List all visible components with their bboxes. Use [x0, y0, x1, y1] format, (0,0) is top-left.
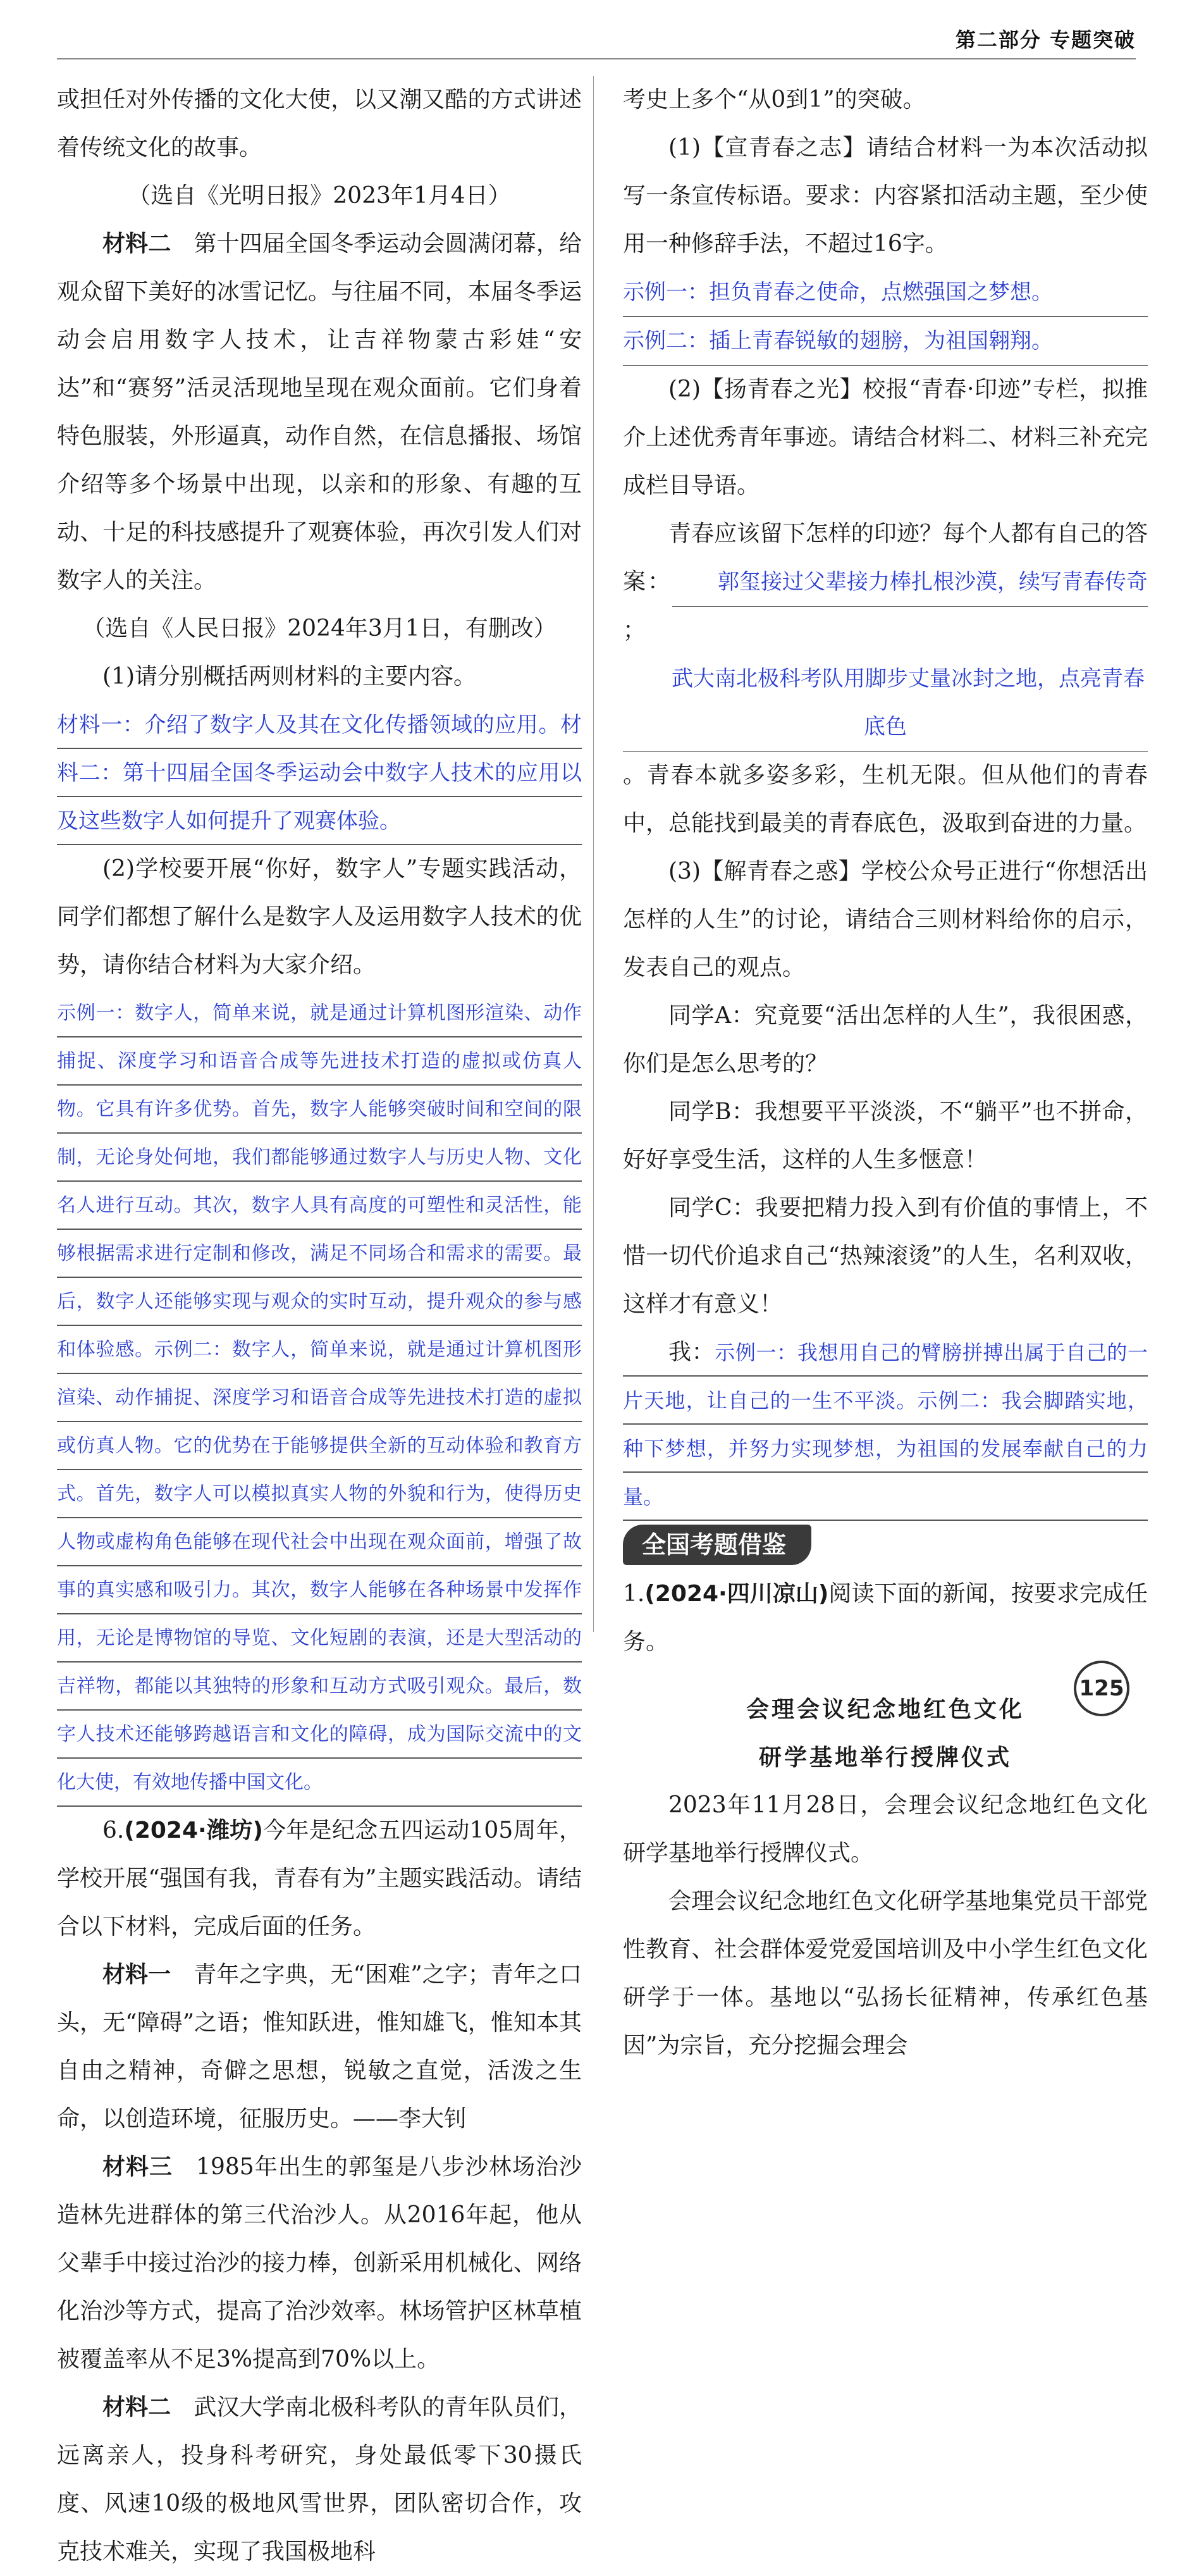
news-title-line-1: 会理会议纪念地红色文化 — [746, 1696, 1024, 1723]
material-text: 1985年出生的郭玺是八步沙林场治沙造林先进群体的第三代治沙人。从2016年起，他从父辈手中接过治沙的接力棒，创新采用机械化、网络化治沙等方式，提高了治沙效率。林场管护区林草植被覆盖率从不足3%提高到70%以上。 — [57, 2154, 582, 2372]
source-citation: （选自《人民日报》2024年3月1日，有删改） — [82, 616, 556, 641]
material-text: 第十四届全国冬季运动会圆满闭幕，给观众留下美好的冰雪记忆。与往届不同，本届冬季运动会启用数字人技术，让吉祥物蒙古彩娃“安达”和“赛努”活灵活现地呈现在观众面前。它们身着特色服装，外形逼真，动作自然，在信息播报、场馆介绍等多个场景中出现，以亲和的形象、有趣的互动、十足的科技感提升了观赛体验，再次引发人们对数字人的关注。 — [57, 231, 582, 593]
student-b: 同学B：我想要平平淡淡，不“躺平”也不拼命，好好享受生活，这样的人生多惬意！ — [623, 1099, 1148, 1173]
material-text: 青年之字典，无“困难”之字；青年之口头，无“障碍”之语；惟知跃进，惟知雄飞，惟知本其自由之精神，奇僻之思想，锐敏之直觉，活泼之生命，以创造环境，征服历史。——李大钊 — [57, 1962, 582, 2132]
question-1: (1)请分别概括两则材料的主要内容。 — [102, 664, 476, 690]
handwritten-answer: 示例一：数字人，简单来说，就是通过计算机图形渲染、动作捕捉、深度学习和语音合成等先进技术打造的虚拟或仿真人物。它具有许多优势。首先，数字人能够突破时间和空间的限制，无论身处何地，我们都能够通过数字人与历史人物、文化名人进行互动。其次，数字人具有高度的可塑性和灵活性，能够根据需求进行定制和修改，满足不同场合和需求的需要。最后，数字人还能够实现与观众的实时互动，提升观众的参与感和体验感。示例二：数字人，简单来说，就是通过计算机图形渲染、动作捕捉、深度学习和语音合成等先进技术打造的虚拟或仿真人物。它的优势在于能够提供全新的互动体验和教育方式。首先，数字人可以模拟真实人物的外貌和行为，使得历史人物或虚构角色能够在现代社会中出现在观众面前，增强了故事的真实感和吸引力。其次，数字人能够在各种场景中发挥作用，无论是博物馆的导览、文化短剧的表演，还是大型活动的吉祥物，都能以其独特的形象和互动方式吸引观众。最后，数字人技术还能够跨越语言和文化的障碍，成为国际交流中的文化大使，有效地传播中国文化。 — [57, 989, 582, 1807]
right-column — [623, 76, 1148, 2070]
material-text: 武汉大学南北极科考队的青年队员们，远离亲人，投身科考研究，身处最低零下30摄氏度、风速10级的极地风雪世界，团队密切合作，攻克技术难关，实现了我国极地科 — [57, 2394, 582, 2565]
material-label: 材料二 — [102, 231, 171, 257]
my-answer — [623, 1328, 1148, 1521]
question-source-tag: (2024·潍坊) — [124, 1817, 263, 1843]
me-label: 我： — [668, 1339, 715, 1365]
intro-text: 青春应该留下怎样的印迹？每个人都有自己的答案： — [623, 521, 1148, 595]
question-6 — [57, 1807, 582, 1951]
left-column — [57, 76, 582, 2576]
paragraph: 考史上多个“从0到1”的突破。 — [623, 87, 926, 113]
fill-blank-2: 武大南北极科考队用脚步丈量冰封之地，点亮青春底色 — [623, 655, 1148, 752]
page-number: 125 — [1074, 1661, 1129, 1716]
handwritten-answer: 示例一：担负青春之使命，点燃强国之梦想。 — [623, 268, 1148, 317]
material-one — [57, 1951, 582, 2143]
page-header — [57, 23, 1136, 59]
material-two-b — [57, 2384, 582, 2576]
handwritten-answer: 示例一：我想用自己的臂膀拼搏出属于自己的一片天地，让自己的一生不平淡。示例二：我会脚踏实地，种下梦想，并努力实现梦想，为祖国的发展奉献自己的力量。 — [623, 1341, 1148, 1509]
material-two — [57, 220, 582, 605]
material-label: 材料三 — [102, 2154, 173, 2180]
news-title-line-2: 研学基地举行授牌仪式 — [758, 1744, 1012, 1771]
question-1 — [623, 1570, 1148, 1666]
fill-in-paragraph: 青春应该留下怎样的印迹？每个人都有自己的答案： 郭玺接过父辈接力棒扎根沙漠，续写青春传奇；武大南北极科考队用脚步丈量冰封之地，点亮青春底色。青春本就多姿多彩，生机无限。但从他们的青春中，总能找到最美的青春底色，汲取到奋进的力量。 — [623, 521, 1148, 836]
source-citation: （选自《光明日报》2023年1月4日） — [128, 183, 511, 209]
material-label: 材料一 — [102, 1962, 171, 1988]
material-label: 材料二 — [102, 2394, 171, 2420]
paragraph: 或担任对外传播的文化大使，以又潮又酷的方式讲述着传统文化的故事。 — [57, 87, 582, 161]
question-source-tag: (2024·四川凉山) — [644, 1581, 829, 1607]
student-a: 同学A：究竟要“活出怎样的人生”，我很困惑，你们是怎么思考的？ — [623, 1003, 1148, 1077]
question-number: 1. — [623, 1581, 645, 1607]
task-2: (2)【扬青春之光】校报“青春·印迹”专栏，拟推介上述优秀青年事迹。请结合材料二、材料三补充完成栏目导语。 — [623, 376, 1148, 498]
handwritten-answer: 材料一：介绍了数字人及其在文化传播领域的应用。材料二：第十四届全国冬季运动会中数字人技术的应用以及这些数字人如何提升了观赛体验。 — [57, 701, 582, 845]
section-banner-row — [623, 1521, 1148, 1570]
question-number: 6. — [102, 1817, 125, 1843]
news-paragraph: 会理会议纪念地红色文化研学基地集党员干部党性教育、社会群体爱党爱国培训及中小学生红色文化研学于一体。基地以“弘扬长征精神，传承红色基因”为宗旨，充分挖掘会理会 — [623, 1888, 1148, 2059]
handwritten-answer: 示例二：插上青春锐敏的翅膀，为祖国翱翔。 — [623, 317, 1148, 366]
closing-text: 。青春本就多姿多彩，生机无限。但从他们的青春中，总能找到最美的青春底色，汲取到奋进的力量。 — [623, 762, 1148, 836]
fill-blank-1: 郭玺接过父辈接力棒扎根沙漠，续写青春传奇 — [672, 558, 1148, 607]
student-c: 同学C：我要把精力投入到有价值的事情上，不惜一切代价追求自己“热辣滚烫”的人生，名利双收，这样才有意义！ — [623, 1195, 1148, 1317]
news-paragraph: 2023年11月28日，会理会议纪念地红色文化研学基地举行授牌仪式。 — [623, 1792, 1148, 1866]
material-three — [57, 2143, 582, 2384]
task-1: (1)【宣青春之志】请结合材料一为本次活动拟写一条宣传标语。要求：内容紧扣活动主题，至少使用一种修辞手法，不超过16字。 — [623, 135, 1148, 257]
question-text: 阅读下面的新闻，按要求完成任务。 — [623, 1581, 1148, 1655]
question-2: (2)学校要开展“你好，数字人”专题实践活动，同学们都想了解什么是数字人及运用数字人技术的优势，请你结合材料为大家介绍。 — [57, 856, 582, 978]
section-title: 第二部分 专题突破 — [955, 28, 1136, 52]
section-banner: 全国考题借鉴 — [623, 1525, 811, 1565]
question-text: 今年是纪念五四运动105周年，学校开展“强国有我，青春有为”主题实践活动。请结合以下材料，完成后面的任务。 — [57, 1817, 582, 1940]
column-divider — [593, 76, 594, 1632]
task-3: (3)【解青春之惑】学校公众号正进行“你想活出怎样的人生”的讨论，请结合三则材料给你的启示，发表自己的观点。 — [623, 858, 1148, 981]
